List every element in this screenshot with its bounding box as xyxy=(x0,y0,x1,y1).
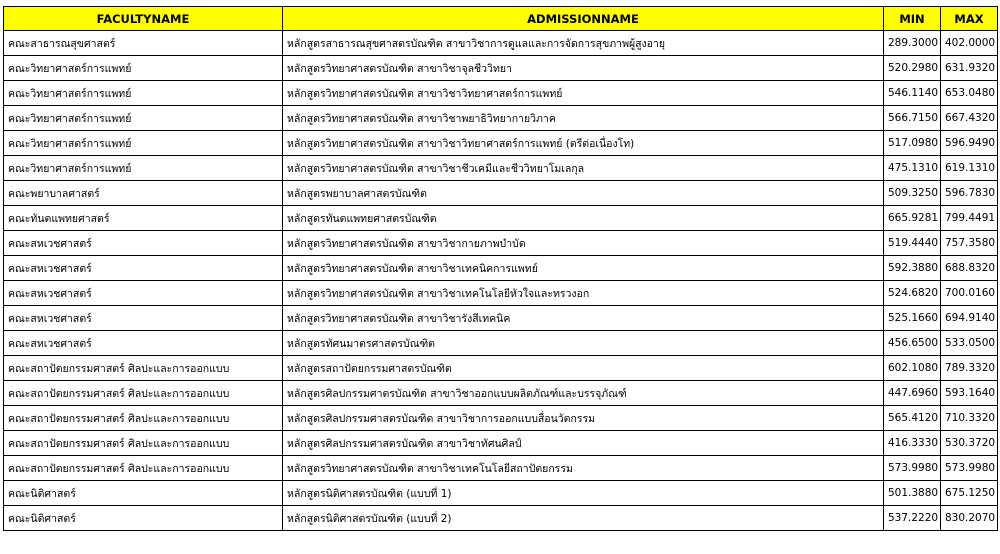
cell-facultyname[interactable]: คณะวิทยาศาสตร์การแพทย์ xyxy=(4,131,283,156)
cell-min[interactable]: 546.1140 xyxy=(884,81,941,106)
table-body xyxy=(4,31,998,531)
cell-max[interactable]: 596.9490 xyxy=(941,131,998,156)
table-row xyxy=(4,181,998,206)
cell-min[interactable]: 509.3250 xyxy=(884,181,941,206)
cell-max[interactable]: 533.0500 xyxy=(941,331,998,356)
cell-facultyname[interactable]: คณะสถาปัตยกรรมศาสตร์ ศิลปะและการออกแบบ xyxy=(4,456,283,481)
table-row xyxy=(4,56,998,81)
cell-max[interactable]: 830.2070 xyxy=(941,506,998,531)
cell-facultyname[interactable]: คณะนิติศาสตร์ xyxy=(4,481,283,506)
table-row xyxy=(4,481,998,506)
cell-min[interactable]: 592.3880 xyxy=(884,256,941,281)
cell-max[interactable]: 757.3580 xyxy=(941,231,998,256)
cell-admissionname[interactable]: หลักสูตรวิทยาศาสตรบัณฑิต สาขาวิชาเทคโนโลยีหัวใจและทรวงอก xyxy=(283,281,884,306)
cell-admissionname[interactable]: หลักสูตรสถาปัตยกรรมศาสตรบัณฑิต xyxy=(283,356,884,381)
cell-max[interactable]: 789.3320 xyxy=(941,356,998,381)
admission-score-table xyxy=(3,6,998,531)
cell-max[interactable]: 596.7830 xyxy=(941,181,998,206)
cell-min[interactable]: 519.4440 xyxy=(884,231,941,256)
table-row xyxy=(4,81,998,106)
cell-facultyname[interactable]: คณะสหเวชศาสตร์ xyxy=(4,331,283,356)
table-row xyxy=(4,281,998,306)
cell-max[interactable]: 653.0480 xyxy=(941,81,998,106)
cell-admissionname[interactable]: หลักสูตรวิทยาศาสตรบัณฑิต สาขาวิชาพยาธิวิทยากายวิภาค xyxy=(283,106,884,131)
cell-max[interactable]: 619.1310 xyxy=(941,156,998,181)
table-row xyxy=(4,306,998,331)
table-row xyxy=(4,406,998,431)
cell-facultyname[interactable]: คณะวิทยาศาสตร์การแพทย์ xyxy=(4,106,283,131)
cell-facultyname[interactable]: คณะวิทยาศาสตร์การแพทย์ xyxy=(4,156,283,181)
cell-max[interactable]: 593.1640 xyxy=(941,381,998,406)
cell-min[interactable]: 525.1660 xyxy=(884,306,941,331)
cell-facultyname[interactable]: คณะสถาปัตยกรรมศาสตร์ ศิลปะและการออกแบบ xyxy=(4,431,283,456)
cell-min[interactable]: 537.2220 xyxy=(884,506,941,531)
cell-admissionname[interactable]: หลักสูตรพยาบาลศาสตรบัณฑิต xyxy=(283,181,884,206)
table-row xyxy=(4,206,998,231)
cell-facultyname[interactable]: คณะสหเวชศาสตร์ xyxy=(4,256,283,281)
cell-min[interactable]: 289.3000 xyxy=(884,31,941,56)
cell-admissionname[interactable]: หลักสูตรวิทยาศาสตรบัณฑิต สาขาวิชาเทคนิคการแพทย์ xyxy=(283,256,884,281)
cell-min[interactable]: 517.0980 xyxy=(884,131,941,156)
cell-max[interactable]: 530.3720 xyxy=(941,431,998,456)
cell-min[interactable]: 475.1310 xyxy=(884,156,941,181)
table-row xyxy=(4,106,998,131)
cell-admissionname[interactable]: หลักสูตรวิทยาศาสตรบัณฑิต สาขาวิชาจุลชีววิทยา xyxy=(283,56,884,81)
cell-min[interactable]: 501.3880 xyxy=(884,481,941,506)
cell-admissionname[interactable]: หลักสูตรวิทยาศาสตรบัณฑิต สาขาวิชาชีวเคมีและชีววิทยาโมเลกุล xyxy=(283,156,884,181)
cell-min[interactable]: 416.3330 xyxy=(884,431,941,456)
cell-facultyname[interactable]: คณะสถาปัตยกรรมศาสตร์ ศิลปะและการออกแบบ xyxy=(4,406,283,431)
cell-facultyname[interactable]: คณะสหเวชศาสตร์ xyxy=(4,306,283,331)
cell-min[interactable]: 566.7150 xyxy=(884,106,941,131)
table-row xyxy=(4,156,998,181)
cell-admissionname[interactable]: หลักสูตรวิทยาศาสตรบัณฑิต สาขาวิชากายภาพบำบัด xyxy=(283,231,884,256)
cell-max[interactable]: 688.8320 xyxy=(941,256,998,281)
cell-min[interactable]: 447.6960 xyxy=(884,381,941,406)
cell-max[interactable]: 631.9320 xyxy=(941,56,998,81)
table-row xyxy=(4,331,998,356)
table-row xyxy=(4,131,998,156)
table-row xyxy=(4,231,998,256)
cell-max[interactable]: 402.0000 xyxy=(941,31,998,56)
cell-min[interactable]: 573.9980 xyxy=(884,456,941,481)
cell-min[interactable]: 565.4120 xyxy=(884,406,941,431)
cell-max[interactable]: 573.9980 xyxy=(941,456,998,481)
cell-facultyname[interactable]: คณะวิทยาศาสตร์การแพทย์ xyxy=(4,56,283,81)
cell-min[interactable]: 520.2980 xyxy=(884,56,941,81)
cell-max[interactable]: 700.0160 xyxy=(941,281,998,306)
cell-admissionname[interactable]: หลักสูตรวิทยาศาสตรบัณฑิต สาขาวิชาเทคโนโลยีสถาปัตยกรรม xyxy=(283,456,884,481)
cell-facultyname[interactable]: คณะทันตแพทยศาสตร์ xyxy=(4,206,283,231)
header-facultyname[interactable]: FACULTYNAME xyxy=(4,7,283,31)
table-row xyxy=(4,256,998,281)
cell-max[interactable]: 694.9140 xyxy=(941,306,998,331)
table-row xyxy=(4,31,998,56)
cell-facultyname[interactable]: คณะพยาบาลศาสตร์ xyxy=(4,181,283,206)
cell-admissionname[interactable]: หลักสูตรศิลปกรรมศาตรบัณฑิต สาขาวิชาออกแบบผลิตภัณฑ์และบรรจุภัณฑ์ xyxy=(283,381,884,406)
cell-facultyname[interactable]: คณะนิติศาสตร์ xyxy=(4,506,283,531)
cell-admissionname[interactable]: หลักสูตรศิลปกรรมศาสตรบัณฑิต สาขาวิชาการออกแบบสื่อนวัตกรรม xyxy=(283,406,884,431)
cell-facultyname[interactable]: คณะสถาปัตยกรรมศาสตร์ ศิลปะและการออกแบบ xyxy=(4,356,283,381)
table-row xyxy=(4,381,998,406)
cell-facultyname[interactable]: คณะวิทยาศาสตร์การแพทย์ xyxy=(4,81,283,106)
cell-max[interactable]: 667.4320 xyxy=(941,106,998,131)
cell-facultyname[interactable]: คณะสหเวชศาสตร์ xyxy=(4,231,283,256)
cell-min[interactable]: 602.1080 xyxy=(884,356,941,381)
cell-max[interactable]: 710.3320 xyxy=(941,406,998,431)
cell-admissionname[interactable]: หลักสูตรวิทยาศาสตรบัณฑิต สาขาวิชาวิทยาศาสตร์การแพทย์ xyxy=(283,81,884,106)
cell-admissionname[interactable]: หลักสูตรนิติศาสตรบัณฑิต (แบบที่ 2) xyxy=(283,506,884,531)
cell-max[interactable]: 799.4491 xyxy=(941,206,998,231)
cell-facultyname[interactable]: คณะสาธารณสุขศาสตร์ xyxy=(4,31,283,56)
cell-admissionname[interactable]: หลักสูตรทัศนมาตรศาสตรบัณฑิต xyxy=(283,331,884,356)
cell-facultyname[interactable]: คณะสหเวชศาสตร์ xyxy=(4,281,283,306)
cell-admissionname[interactable]: หลักสูตรวิทยาศาสตรบัณฑิต สาขาวิชาวิทยาศาสตร์การแพทย์ (ตรีต่อเนื่องโท) xyxy=(283,131,884,156)
header-min[interactable]: MIN xyxy=(884,7,941,31)
cell-admissionname[interactable]: หลักสูตรวิทยาศาสตรบัณฑิต สาขาวิชารังสีเทคนิค xyxy=(283,306,884,331)
table-row xyxy=(4,431,998,456)
cell-max[interactable]: 675.1250 xyxy=(941,481,998,506)
header-row xyxy=(4,7,998,31)
cell-min[interactable]: 524.6820 xyxy=(884,281,941,306)
table-row xyxy=(4,506,998,531)
cell-admissionname[interactable]: หลักสูตรศิลปกรรมศาสตรบัณฑิต สาขาวิชาทัศนศิลป์ xyxy=(283,431,884,456)
cell-min[interactable]: 665.9281 xyxy=(884,206,941,231)
cell-admissionname[interactable]: หลักสูตรทันตแพทยศาสตรบัณฑิต xyxy=(283,206,884,231)
table-row xyxy=(4,356,998,381)
cell-min[interactable]: 456.6500 xyxy=(884,331,941,356)
cell-admissionname[interactable]: หลักสูตรนิติศาสตรบัณฑิต (แบบที่ 1) xyxy=(283,481,884,506)
header-max[interactable]: MAX xyxy=(941,7,998,31)
table-row xyxy=(4,456,998,481)
cell-facultyname[interactable]: คณะสถาปัตยกรรมศาสตร์ ศิลปะและการออกแบบ xyxy=(4,381,283,406)
header-admissionname[interactable]: ADMISSIONNAME xyxy=(283,7,884,31)
cell-admissionname[interactable]: หลักสูตรสาธารณสุขศาสตรบัณฑิต สาขาวิชาการดูแลและการจัดการสุขภาพผู้สูงอายุ xyxy=(283,31,884,56)
